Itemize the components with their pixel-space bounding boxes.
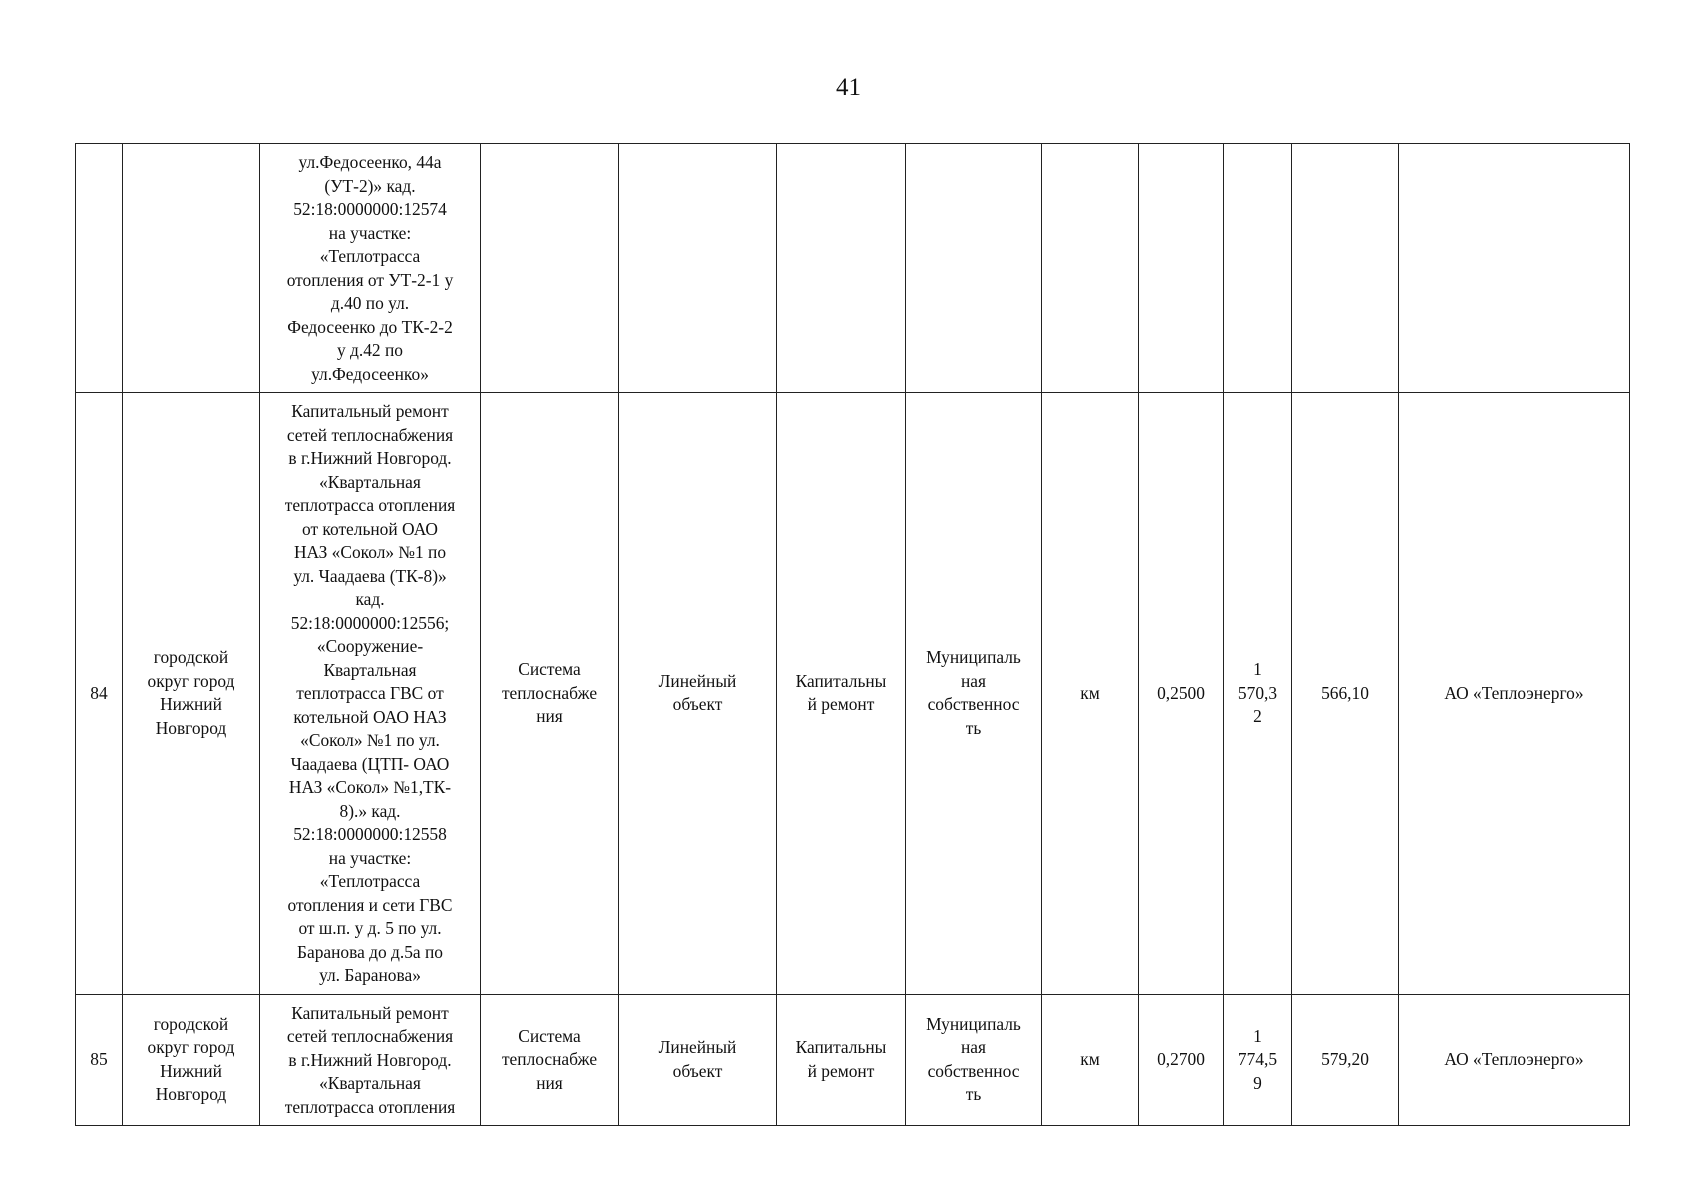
page-number: 41 — [836, 74, 861, 101]
row-number-cell — [76, 144, 123, 393]
work-type-line: Капитальны — [795, 1037, 887, 1058]
municipality-line: Нижний — [160, 1060, 222, 1081]
description-line: «Сооружение- — [316, 636, 424, 656]
projects-table — [75, 143, 1630, 1126]
description-cell — [260, 144, 481, 393]
system-line: теплоснабже — [501, 682, 598, 703]
description-line: Баранова до д.5а по — [296, 941, 444, 962]
description-line: от котельной ОАО — [302, 518, 438, 539]
description-line: ул. Чаадаева (ТК-8)» — [293, 565, 447, 586]
description-line: на участке: — [328, 847, 412, 868]
table-row — [76, 994, 1630, 1126]
table-row — [76, 393, 1630, 995]
municipality-cell — [123, 393, 260, 995]
municipality-line: городской — [153, 647, 229, 668]
description-line: НАЗ «Сокол» №1 по — [293, 542, 447, 562]
description-cell — [260, 393, 481, 995]
length-cell — [1139, 144, 1224, 393]
cost-cell: 579,20 — [1292, 994, 1399, 1126]
description-line: на участке: — [328, 222, 412, 243]
cost-total-cell — [1224, 144, 1292, 393]
description-line: кад. — [355, 589, 385, 609]
cost-total-line: 9 — [1253, 1072, 1262, 1093]
description-line: отопления и сети ГВС — [287, 894, 453, 915]
system-line: Система — [518, 659, 581, 679]
work-type-cell — [777, 393, 906, 995]
object-type-cell — [619, 393, 777, 995]
object-type-line: Линейный — [658, 1037, 737, 1058]
length-cell: 0,2700 — [1139, 994, 1224, 1126]
cost-total-line: 1 — [1253, 1025, 1262, 1046]
ownership-line: ная — [960, 670, 987, 691]
system-line: теплоснабже — [501, 1049, 598, 1069]
work-type-line: Капитальны — [795, 670, 887, 691]
ownership-line: ная — [960, 1037, 987, 1058]
cost-total-cell — [1224, 994, 1292, 1126]
ownership-line: собственнос — [927, 694, 1020, 715]
work-type-cell — [777, 994, 906, 1126]
object-type-line: объект — [672, 1060, 723, 1081]
description-line: «Теплотрасса — [319, 246, 421, 266]
municipality-line: Новгород — [155, 717, 227, 738]
municipality-line: городской — [153, 1013, 229, 1034]
cost-cell — [1292, 144, 1399, 393]
description-line: Капитальный ремонт — [291, 401, 449, 421]
ownership-cell — [906, 994, 1042, 1126]
organization-cell — [1399, 144, 1630, 393]
object-type-cell — [619, 994, 777, 1126]
description-line: (УТ-2)» кад. — [324, 175, 416, 196]
description-line: Капитальный ремонт — [291, 1002, 449, 1023]
unit-cell: км — [1042, 393, 1139, 995]
description-line: от ш.п. у д. 5 по ул. — [298, 918, 442, 938]
description-line: Федосеенко до ТК-2-2 — [287, 316, 453, 337]
description-line: д.40 по ул. — [330, 293, 410, 313]
description-cell — [260, 994, 481, 1126]
work-type-line: й ремонт — [807, 1060, 875, 1081]
municipality-line: округ город — [147, 1037, 235, 1058]
description-line: ул. Баранова» — [319, 965, 421, 985]
municipality-cell — [123, 994, 260, 1126]
description-line: отопления от УТ-2-1 у — [286, 269, 454, 290]
row-number-cell: 85 — [76, 994, 123, 1126]
description-line: сетей теплоснабжения — [286, 1026, 454, 1046]
row-number-cell: 84 — [76, 393, 123, 995]
description-line: теплотрасса ГВС от — [296, 683, 444, 703]
ownership-cell — [906, 144, 1042, 393]
cost-total-line: 774,5 — [1237, 1049, 1278, 1069]
description-line: «Теплотрасса — [319, 871, 421, 891]
municipality-line: округ город — [147, 670, 235, 691]
description-line: 52:18:0000000:12574 — [293, 199, 447, 219]
municipality-cell — [123, 144, 260, 393]
object-type-line: объект — [672, 694, 723, 715]
description-line: 52:18:0000000:12556; — [290, 612, 450, 633]
object-type-cell — [619, 144, 777, 393]
description-line: в г.Нижний Новгород. — [288, 1049, 452, 1070]
cost-total-cell — [1224, 393, 1292, 995]
table-row — [76, 144, 1630, 393]
ownership-line: Муниципаль — [926, 1013, 1021, 1034]
work-type-cell — [777, 144, 906, 393]
description-line: «Квартальная — [319, 471, 421, 492]
description-line: котельной ОАО НАЗ — [293, 706, 447, 727]
cost-total-line: 2 — [1253, 706, 1262, 726]
ownership-line: Муниципаль — [926, 647, 1021, 668]
ownership-line: собственнос — [927, 1060, 1020, 1081]
unit-cell: км — [1042, 994, 1139, 1126]
organization-cell: АО «Теплоэнерго» — [1399, 393, 1630, 995]
cost-total-line: 1 — [1253, 659, 1262, 679]
table-body — [76, 144, 1630, 1126]
description-line: Чаадаева (ЦТП- ОАО — [290, 753, 450, 774]
length-cell: 0,2500 — [1139, 393, 1224, 995]
description-line: Квартальная — [323, 659, 417, 680]
description-line: 52:18:0000000:12558 — [293, 824, 447, 844]
object-type-line: Линейный — [658, 670, 737, 691]
description-line: «Квартальная — [319, 1073, 421, 1093]
work-type-line: й ремонт — [807, 694, 875, 715]
description-line: теплотрасса отопления — [284, 495, 456, 515]
system-line: Система — [518, 1025, 581, 1046]
description-line: ул.Федосеенко» — [311, 363, 429, 384]
description-line: «Сокол» №1 по ул. — [300, 730, 440, 750]
description-line: НАЗ «Сокол» №1,ТК- — [288, 777, 452, 797]
organization-cell: АО «Теплоэнерго» — [1399, 994, 1630, 1126]
system-line: ния — [536, 706, 563, 726]
ownership-line: ть — [965, 717, 982, 738]
description-line: 8).» кад. — [339, 800, 401, 821]
description-line: ул.Федосеенко, 44а — [298, 152, 442, 172]
unit-cell — [1042, 144, 1139, 393]
description-line: сетей теплоснабжения — [286, 424, 454, 445]
system-line: ния — [536, 1072, 563, 1093]
system-cell — [481, 144, 619, 393]
municipality-line: Нижний — [160, 694, 222, 715]
system-cell — [481, 994, 619, 1126]
cost-total-line: 570,3 — [1237, 682, 1278, 703]
system-cell — [481, 393, 619, 995]
ownership-cell — [906, 393, 1042, 995]
description-line: теплотрасса отопления — [284, 1096, 456, 1117]
cost-cell: 566,10 — [1292, 393, 1399, 995]
ownership-line: ть — [965, 1084, 982, 1105]
municipality-line: Новгород — [155, 1084, 227, 1105]
description-line: у д.42 по — [337, 340, 403, 360]
description-line: в г.Нижний Новгород. — [288, 448, 452, 468]
